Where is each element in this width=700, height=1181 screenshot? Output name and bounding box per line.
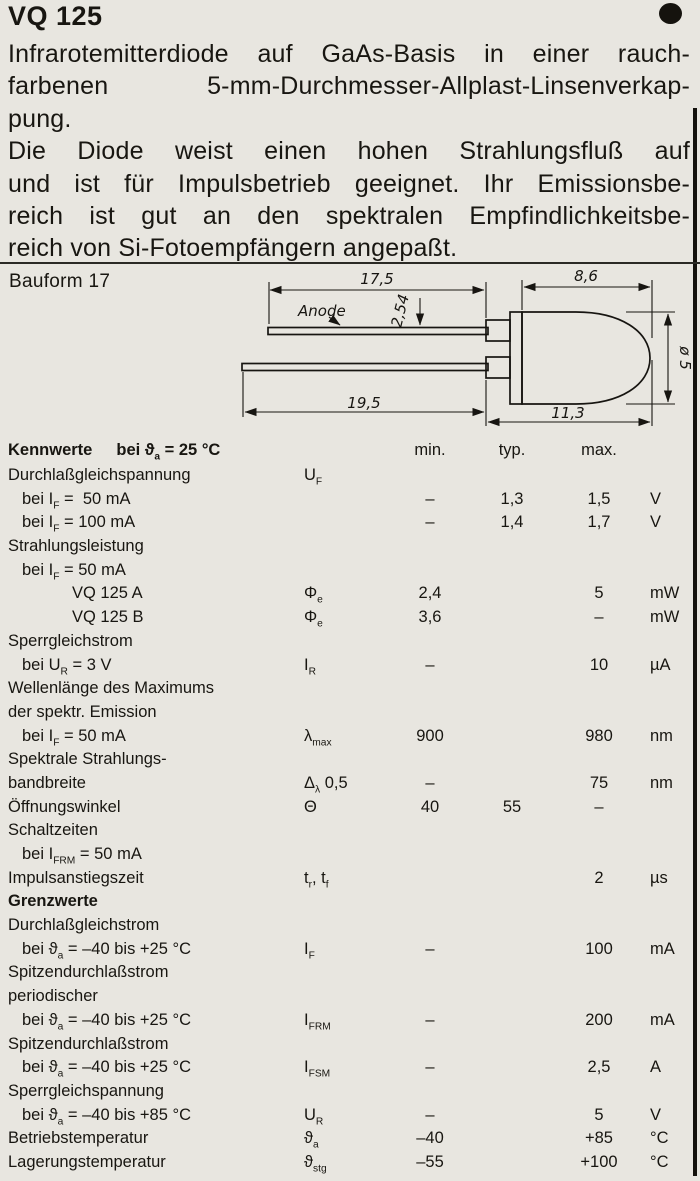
typ-column-header: typ. [498,441,526,459]
kennwerte-heading: Kennwerte [8,441,93,459]
row-min: – [425,773,435,792]
row-min: 40 [420,797,440,816]
row-max: 75 [589,773,609,792]
dim-pitch-label: 2,54 [387,292,413,330]
row-unit: mA [650,939,675,958]
registration-dot-icon [659,3,682,24]
row-max [556,535,642,559]
row-min [392,701,468,725]
row-label: bei $I_F = 100$ mA [22,513,136,535]
row-min: – [425,1058,435,1077]
row-unit [642,914,700,938]
intro-line: Infrarotemitterdiode auf GaAs-Basis in einer rauch- [8,40,690,68]
intro-line: reich ist gut an den spektralen Empfindlichkeitsbe- [8,202,690,231]
row-label: Lagerungstemperatur [8,1152,166,1171]
table-row [0,1080,700,1104]
row-symbol: $I_{FRM}$ [304,1010,331,1033]
section-divider [0,262,700,264]
row-typ [468,1151,556,1181]
dim-17-5-label: 17,5 [360,270,394,288]
row-label: Wellenlänge des Maximums [8,679,215,698]
row-typ [468,677,556,701]
row-max [556,819,642,843]
dim-11-3-label: 11,3 [551,404,585,422]
row-unit: V [650,1105,662,1124]
row-typ [468,701,556,725]
parameter-table [0,437,700,1175]
row-symbol: $I_R$ [304,655,316,677]
row-symbol [300,630,392,654]
row-max: 1,7 [587,513,611,532]
row-label: Durchlaßgleichstrom [8,916,160,935]
row-min [392,819,468,843]
row-symbol [300,890,392,914]
row-label: bei $ϑ_a = -40$ bis +25 °C [22,1058,192,1080]
row-max: 100 [585,939,613,958]
bauform-label: Bauform 17 [9,271,111,292]
row-label: bei $ϑ_a = -40$ bis +25 °C [22,939,192,962]
row-typ [468,985,556,1009]
row-min [392,677,468,701]
row-label: Spektrale Strahlungs- [8,750,167,769]
row-min [392,630,468,654]
row-min [392,890,468,914]
row-label: bei $U_R = 3$ V [22,655,112,677]
intro-line: reich von Si-Fotoempfängern angepaßt. [8,234,458,263]
row-unit: mA [650,1010,675,1029]
row-unit: A [650,1058,662,1077]
anode-tab [486,320,510,341]
row-symbol [300,677,392,701]
table-row [0,985,700,1009]
row-min: –55 [416,1152,444,1171]
row-symbol [300,535,392,559]
row-max [556,914,642,938]
cathode-lead [242,364,488,371]
row-symbol [300,1080,392,1104]
table-row [0,677,700,701]
row-min: – [425,489,435,508]
row-symbol: $\Phi_e$ [304,608,323,630]
row-unit: mW [650,584,680,603]
table-row [0,464,700,488]
table-row [0,559,700,583]
row-label: Strahlungsleistung [8,537,144,556]
row-unit: °C [650,1152,669,1171]
row-label: Sperrgleichspannung [8,1081,164,1100]
row-symbol [300,914,392,938]
row-symbol: $\lambda_{max}$ [304,726,332,748]
row-symbol [300,748,392,772]
row-max [556,1080,642,1104]
dim-diameter-label: ø 5 [676,346,694,370]
table-row [0,961,700,985]
row-min: 900 [416,726,444,745]
row-min: – [425,939,435,958]
led-body [522,312,650,404]
row-max [556,890,642,914]
row-max: 200 [585,1010,613,1029]
row-symbol [300,701,392,725]
led-flange [510,312,522,404]
row-unit: µA [650,655,671,674]
table-row [0,606,700,630]
cathode-tab [486,357,510,378]
row-label: bandbreite [8,773,86,792]
table-row [0,796,700,820]
row-min: – [425,655,435,674]
row-symbol: $U_F$ [304,466,323,488]
row-label: Schaltzeiten [8,821,98,840]
row-typ: 55 [502,797,522,816]
row-max: 1,5 [587,489,611,508]
row-unit [642,1033,700,1057]
row-label: Betriebstemperatur [8,1129,149,1148]
row-max: – [594,797,604,816]
anode-lead [268,328,488,335]
table-row [0,654,700,678]
row-unit: V [650,513,662,532]
row-min: –40 [416,1129,444,1148]
row-typ [468,819,556,843]
row-label: bei $I_F = 50$ mA [22,560,126,583]
bauform-drawing [228,268,700,434]
table-row [0,725,700,749]
row-label: VQ 125 A [72,584,143,603]
row-typ [468,748,556,772]
row-label: bei $I_F = 50$ mA [22,726,126,748]
row-min [392,535,468,559]
row-typ [468,890,556,914]
row-symbol: $t_r$, $t_f$ [304,868,329,890]
row-min: – [425,1105,435,1124]
row-symbol [300,961,392,985]
anode-label: Anode [298,302,346,320]
row-unit [642,890,700,914]
row-symbol [300,819,392,843]
row-max [556,701,642,725]
row-label: bei $ϑ_a = -40$ bis +25 °C [22,1010,192,1033]
intro-line: Die Diode weist einen hohen Strahlungsfluß auf [8,137,690,166]
row-min [392,961,468,985]
row-symbol: $ϑ_a$ [304,1129,319,1151]
row-label: Öffnungswinkel [8,797,121,816]
table-row [0,748,700,772]
table-row [0,488,700,512]
table-row [0,1151,700,1175]
row-unit [642,701,700,725]
row-typ: 1,3 [500,489,524,508]
row-max: 980 [585,726,613,745]
table-header-row [0,437,700,464]
table-row [0,1033,700,1057]
page-title: VQ 125 [8,1,103,31]
row-unit: mW [650,608,680,627]
row-typ: 1,4 [500,513,524,532]
row-unit: °C [650,1129,669,1148]
table-row [0,938,700,962]
table-row [0,1056,700,1080]
table-row [0,914,700,938]
row-min [392,1033,468,1057]
table-row [0,1127,700,1151]
row-max: 5 [594,1105,604,1124]
row-unit [642,630,700,654]
kennwerte-condition: bei $ϑ_a = 25$ °C [116,441,221,463]
row-unit: V [650,489,662,508]
table-row [0,535,700,559]
row-max [556,1033,642,1057]
table-row [0,867,700,891]
row-symbol: $ϑ_{stg}$ [304,1152,327,1175]
row-max [556,677,642,701]
dim-19-5-label: 19,5 [347,394,381,412]
row-symbol: $\Phi_e$ [304,584,323,606]
row-label: bei $I_{FRM} = 50$ mA [22,845,142,867]
row-typ [468,1080,556,1104]
intro-line: und ist für Impulsbetrieb geeignet. Ihr Emissionsbe- [8,169,690,198]
row-max: 5 [594,584,604,603]
row-unit [642,796,700,820]
row-label: Grenzwerte [8,892,98,911]
row-unit [642,1080,700,1104]
row-max: +100 [580,1152,618,1171]
row-unit [642,819,700,843]
row-unit [642,748,700,772]
row-min [392,748,468,772]
row-label: Impulsanstiegszeit [8,868,144,887]
row-label: bei $ϑ_a = -40$ bis +85 °C [22,1105,192,1127]
row-label: bei $I_F = 50$ mA [22,489,131,511]
row-symbol: $U_R$ [304,1105,324,1127]
row-max: +85 [585,1129,613,1148]
intro-paragraphs [8,38,690,265]
row-label: Spitzendurchlaßstrom [8,963,169,982]
dim-8-6-label: 8,6 [574,268,598,285]
row-max: 10 [589,655,609,674]
table-row [0,772,700,796]
row-symbol [300,985,392,1009]
min-column-header: min. [414,441,446,459]
row-unit [642,677,700,701]
row-unit [642,961,700,985]
row-unit [642,535,700,559]
row-typ [468,1033,556,1057]
row-label: der spektr. Emission [8,702,157,721]
row-max: 2,5 [587,1058,611,1077]
row-unit: nm [650,726,673,745]
row-max [556,748,642,772]
row-typ [468,914,556,938]
row-symbol [300,1033,392,1057]
row-symbol: $I_{FSM}$ [304,1058,331,1080]
row-min: 2,4 [418,584,442,603]
intro-line: pung. [8,104,72,133]
row-label: Spitzendurchlaßstrom [8,1034,169,1053]
row-label: Sperrgleichstrom [8,631,133,650]
table-row [0,701,700,725]
row-max: – [594,608,604,627]
intro-line: farbenen 5-mm-Durchmesser-Allplast-Linsenverkap- [8,72,690,101]
table-row [0,843,700,867]
row-unit: µs [650,868,668,887]
row-label: VQ 125 B [72,608,144,627]
row-symbol: $\Delta_\lambda$ 0,5 [304,773,348,796]
row-min: – [425,513,435,532]
table-row [0,630,700,654]
row-unit: nm [650,773,673,792]
row-typ [468,535,556,559]
row-max [556,985,642,1009]
table-body [0,464,700,1175]
table-row [0,1104,700,1128]
row-symbol: $I_F$ [304,939,315,962]
row-min [392,985,468,1009]
row-label: periodischer [8,987,98,1006]
row-max [556,961,642,985]
row-label: Durchlaßgleichspannung [8,466,191,484]
row-max [556,630,642,654]
row-max: 2 [594,868,604,887]
row-typ [468,961,556,985]
max-column-header: max. [581,441,617,459]
row-min [392,914,468,938]
row-min: 3,6 [418,608,442,627]
row-min [392,1080,468,1104]
row-symbol: Θ [304,797,317,816]
table-row [0,511,700,535]
table-row [0,1009,700,1033]
row-min: – [425,1010,435,1029]
table-row [0,582,700,606]
table-row [0,890,700,914]
table-row [0,819,700,843]
row-typ [468,630,556,654]
row-unit [642,985,700,1009]
